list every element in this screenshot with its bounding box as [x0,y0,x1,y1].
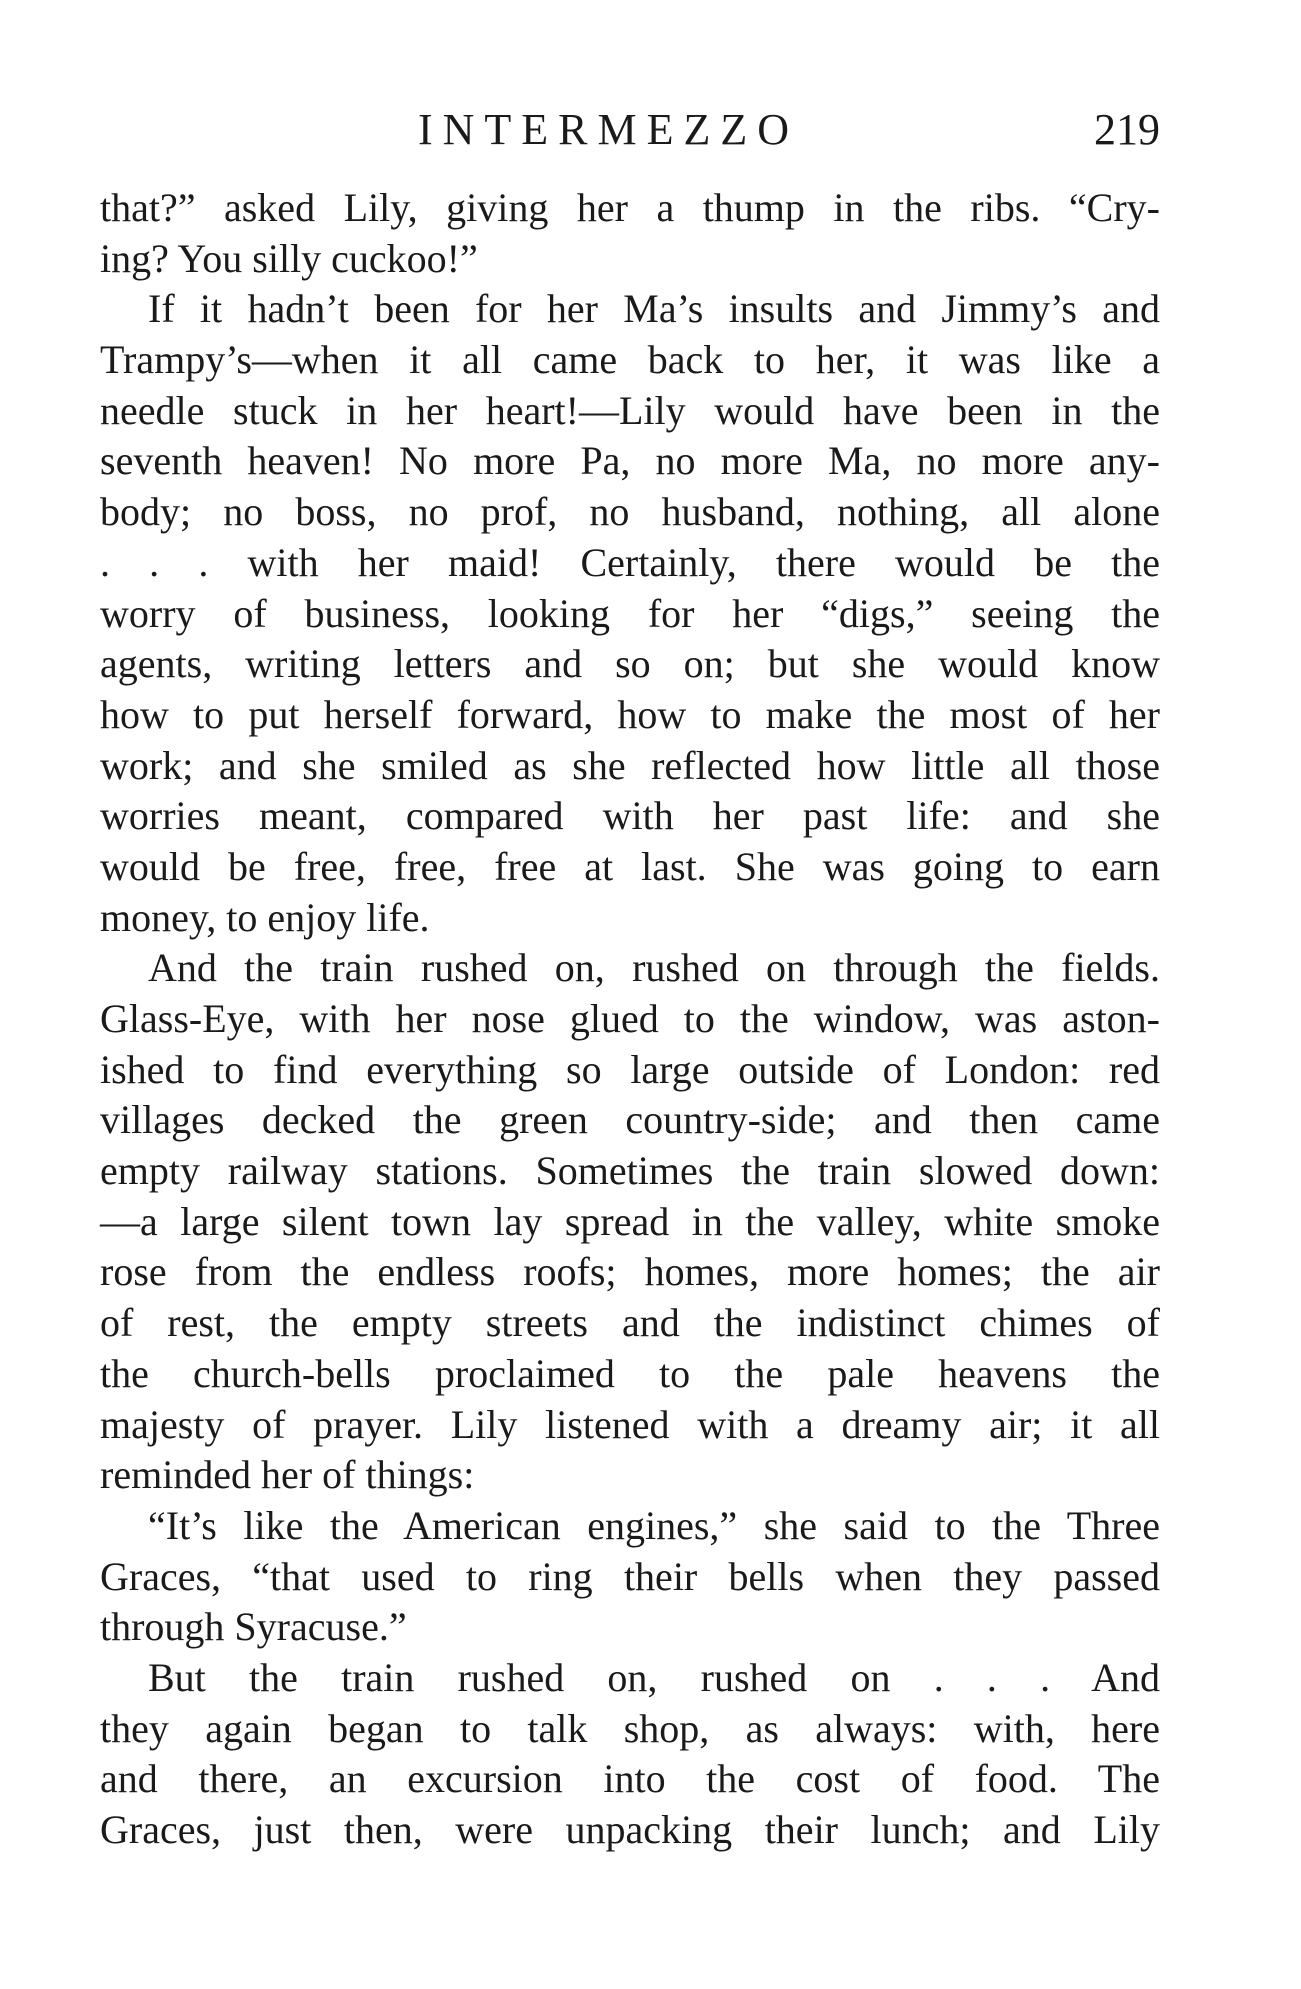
text-line: rose from the endless roofs; homes, more homes; the air [100,1249,1160,1295]
text-line: And the train rushed on, rushed on through the fields. [148,945,1160,991]
text-line: ing? You silly cuckoo!” [100,235,478,281]
page-number: 219 [1094,105,1160,154]
text-line: seventh heaven! No more Pa, no more Ma, no more any- [100,438,1160,484]
text-line: they again began to talk shop, as always: with, here [100,1705,1160,1751]
text-line: how to put herself forward, how to make the most of her [100,691,1160,737]
text-line: reminded her of things: [100,1452,475,1498]
text-line: If it hadn’t been for her Ma’s insults and Jimmy’s and [148,286,1160,332]
running-title: INTERMEZZO [418,105,800,154]
text-line: would be free, free, free at last. She was going to earn [100,843,1160,889]
body-text [100,183,1160,1856]
text-line: money, to enjoy life. [100,894,430,940]
text-line: Trampy’s—when it all came back to her, it was like a [100,337,1160,383]
text-line: the church-bells proclaimed to the pale heavens the [100,1350,1160,1396]
text-line: agents, writing letters and so on; but she would know [100,641,1160,687]
text-line: Glass-Eye, with her nose glued to the window, was aston- [100,996,1160,1041]
text-line: villages decked the green country-side; and then came [100,1097,1160,1143]
text-line: But the train rushed on, rushed on . . . And [148,1654,1160,1700]
text-line: majesty of prayer. Lily listened with a dreamy air; it all [100,1401,1160,1447]
text-line: worry of business, looking for her “digs,” seeing the [100,590,1160,636]
text-line: Graces, just then, were unpacking their lunch; and Lily [100,1807,1160,1852]
text-line: work; and she smiled as she reflected how little all those [100,742,1160,788]
running-head [100,100,1160,160]
text-line: . . . with her maid! Certainly, there would be the [100,539,1160,585]
text-line: worries meant, compared with her past life: and she [100,793,1160,839]
text-line: of rest, the empty streets and the indistinct chimes of [100,1300,1160,1346]
text-line: “It’s like the American engines,” she said to the Three [148,1502,1160,1548]
text-line: body; no boss, no prof, no husband, nothing, all alone [100,489,1160,535]
text-line: needle stuck in her heart!—Lily would have been in the [100,387,1160,433]
text-line: through Syracuse.” [100,1604,407,1650]
text-line: ished to find everything so large outside of London: red [100,1046,1160,1092]
text-line: and there, an excursion into the cost of food. The [100,1756,1160,1802]
text-line: —a large silent town lay spread in the valley, white smoke [100,1198,1160,1244]
text-line: that?” asked Lily, giving her a thump in the ribs. “Cry- [100,185,1160,230]
text-line: empty railway stations. Sometimes the train slowed down: [100,1148,1160,1194]
text-line: Graces, “that used to ring their bells when they passed [100,1553,1160,1599]
